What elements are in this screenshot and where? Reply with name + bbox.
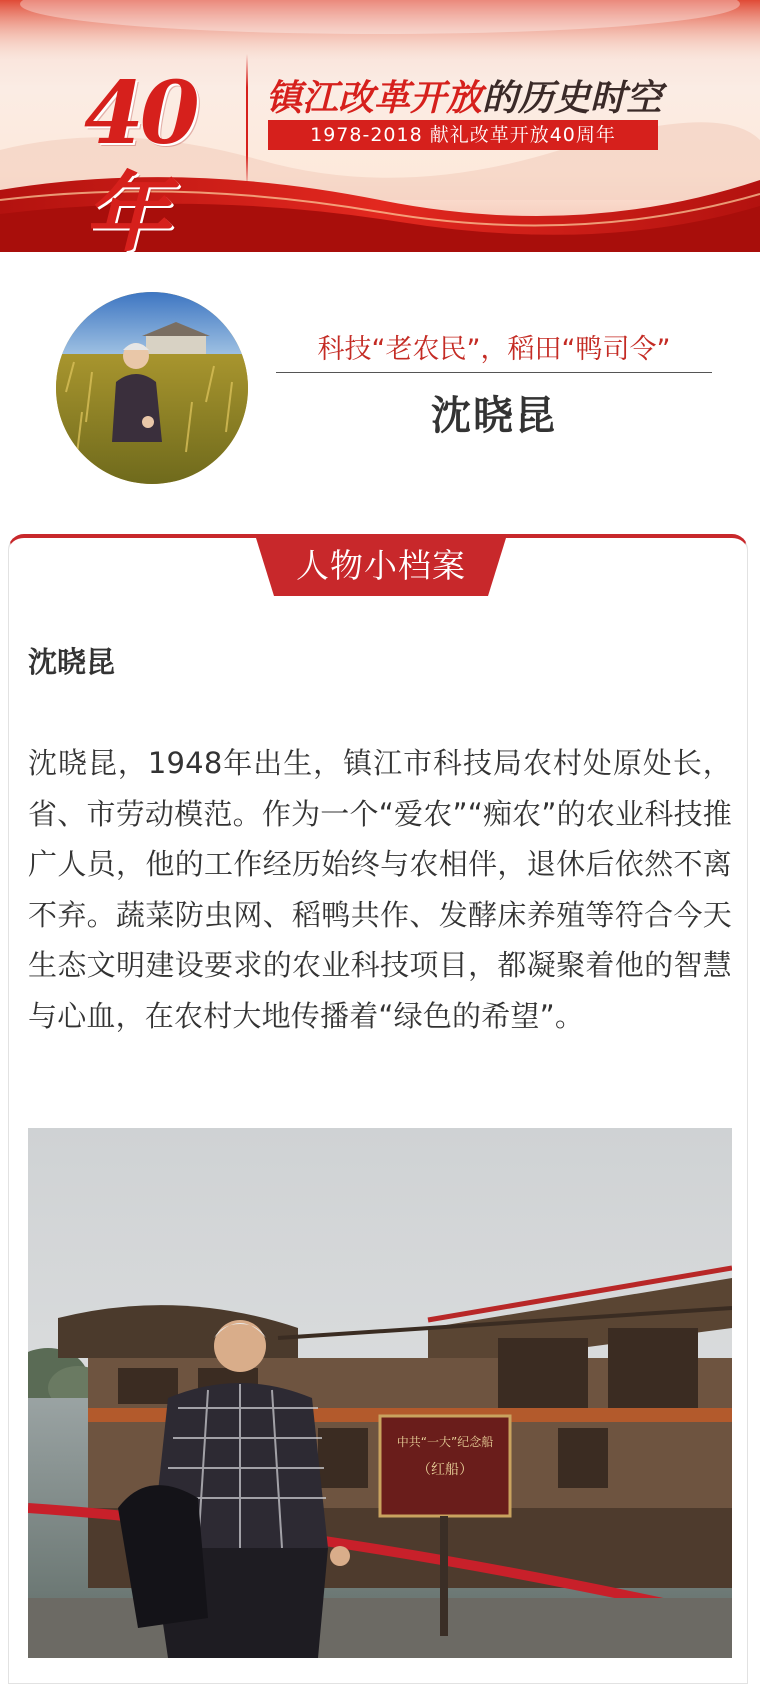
banner-divider [246,54,248,188]
card-tab-label: 人物小档案 [296,546,466,585]
avatar-photo [56,292,248,484]
banner-40-years: 40年 [84,63,196,252]
profile-tagline: 科技“老农民”，稻田“鸭司令” [317,334,671,365]
red-boat-photo-scene [28,1128,732,1658]
banner-title-dark: 的历史时空 [482,78,663,119]
banner-subtitle: 1978-2018 献礼改革开放40周年 [268,120,658,150]
avatar [56,292,248,484]
banner-title-red: 镇江改革开放 [266,78,483,119]
bio-name: 沈晓昆 [28,645,116,679]
bio-text: 沈晓昆，1948年出生，镇江市科技局农村处原处长，省、市劳动模范。作为一个“爱农”“痴农”的农业科技推广人员，他的工作经历始终与农相伴，退休后依然不离不弃。蔬菜防虫网、稻鸭共作、发酵床养殖等符合今天生态文明建设要求的农业科技项目，都凝聚着他的智慧与心血，在农村大地传播着“绿色的希望”。 [28,746,732,1033]
card-tab [256,538,506,596]
profile-name: 沈晓昆 [431,393,557,439]
tagline-divider [276,372,712,373]
header-banner [0,0,760,252]
red-boat-photo [28,1128,732,1658]
photo-sign-title: 中共“一大”纪念船 [396,1435,494,1449]
banner-title [266,74,686,124]
photo-sign-subtitle: （红船） [417,1462,473,1478]
